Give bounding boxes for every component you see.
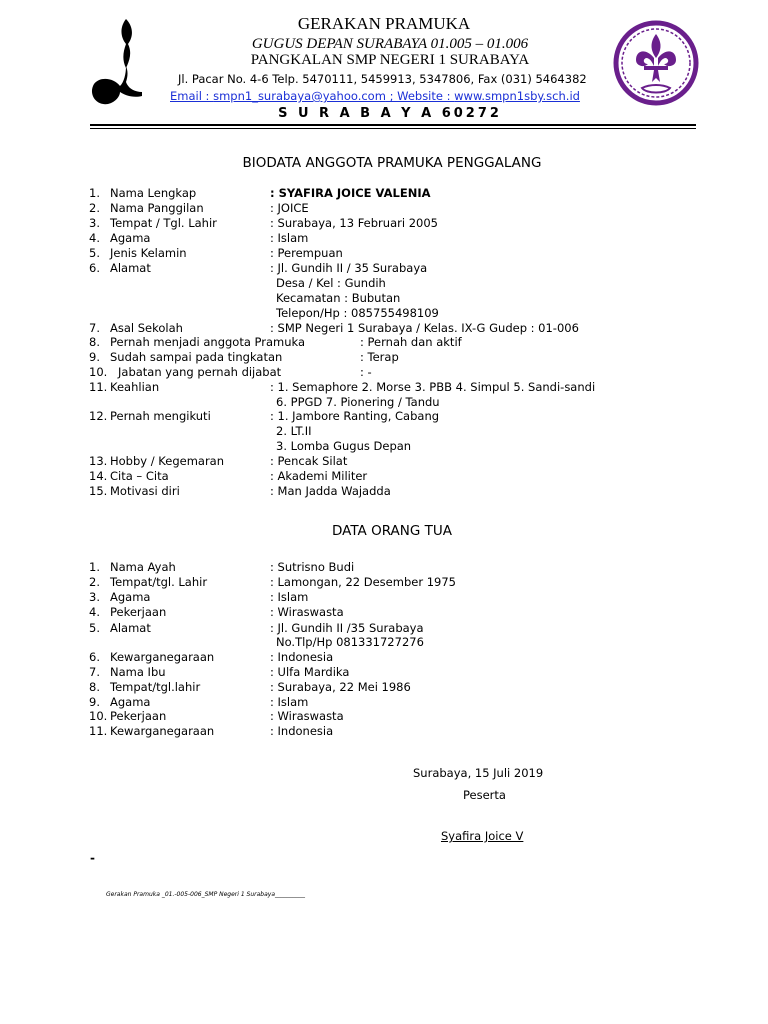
row-value: : Jl. Gundih II /35 Surabaya: [270, 621, 424, 635]
contact-line: [170, 89, 580, 103]
website-link[interactable]: www.smpn1sby.sch.id: [454, 89, 580, 103]
biodata-title: BIODATA ANGGOTA PRAMUKA PENGGALANG: [242, 155, 542, 171]
alamat-kecamatan: Kecamatan : Bubutan: [276, 291, 401, 305]
row-value: : JOICE: [270, 201, 309, 215]
row-number: 3.: [89, 216, 100, 230]
row-number: 5.: [89, 621, 100, 635]
alamat-telepon: Telepon/Hp : 085755498109: [276, 306, 439, 320]
row-number: 11.: [89, 380, 108, 394]
row-number: 8.: [89, 335, 100, 349]
row-value: : Jl. Gundih II / 35 Surabaya: [270, 261, 428, 275]
website-label: ; Website :: [385, 89, 455, 103]
row-number: 6.: [89, 261, 100, 275]
row-value: : SYAFIRA JOICE VALENIA: [270, 186, 431, 200]
row-value: : Indonesia: [270, 650, 334, 664]
row-number: 4.: [89, 605, 100, 619]
row-number: 12.: [89, 409, 108, 423]
row-number: 3.: [89, 590, 100, 604]
row-label: Pekerjaan: [110, 709, 167, 723]
row-value: : Islam: [270, 231, 309, 245]
row-value: : Akademi Militer: [270, 469, 368, 483]
row-value: : Pernah dan aktif: [360, 335, 462, 349]
row-number: 7.: [89, 665, 100, 679]
row-value: : Wiraswasta: [270, 709, 344, 723]
keahlian-cont: 6. PPGD 7. Pionering / Tandu: [276, 395, 440, 409]
row-value: : Ulfa Mardika: [270, 665, 350, 679]
row-label: Cita – Cita: [110, 469, 169, 483]
row-label: Tempat/tgl. Lahir: [110, 575, 208, 589]
alamat-desa: Desa / Kel : Gundih: [276, 276, 386, 290]
row-label: Motivasi diri: [110, 484, 180, 498]
row-value: : Sutrisno Budi: [270, 560, 355, 574]
row-number: 9.: [89, 350, 100, 364]
row-value: : Perempuan: [270, 246, 343, 260]
row-label: Jenis Kelamin: [110, 246, 187, 260]
row-number: 8.: [89, 680, 100, 694]
row-value: : -: [360, 365, 372, 379]
row-label: Tempat / Tgl. Lahir: [110, 216, 217, 230]
row-value: : Surabaya, 13 Februari 2005: [270, 216, 438, 230]
row-value: : Lamongan, 22 Desember 1975: [270, 575, 456, 589]
row-number: 14.: [89, 469, 108, 483]
row-value: : Pencak Silat: [270, 454, 348, 468]
row-number: 10.: [89, 709, 108, 723]
parents-title: DATA ORANG TUA: [332, 523, 452, 539]
row-value: : Islam: [270, 695, 309, 709]
row-value: : Indonesia: [270, 724, 334, 738]
row-label: Agama: [110, 231, 151, 245]
row-number: 1.: [89, 560, 100, 574]
pangkalan: PANGKALAN SMP NEGERI 1 SURABAYA: [250, 52, 530, 68]
row-label: Nama Lengkap: [110, 186, 197, 200]
footer-text: Gerakan Pramuka _01.-005-006_SMP Negeri 1 Surabaya__________: [106, 891, 306, 898]
row-label: Nama Panggilan: [110, 201, 204, 215]
row-number: 1.: [89, 186, 100, 200]
row-number: 13.: [89, 454, 108, 468]
row-label: Alamat: [110, 621, 151, 635]
row-label: Agama: [110, 695, 151, 709]
row-label: Pernah mengikuti: [110, 409, 211, 423]
row-label: Hobby / Kegemaran: [110, 454, 225, 468]
row-label: Sudah sampai pada tingkatan: [110, 350, 283, 364]
org-name: GERAKAN PRAMUKA: [297, 14, 471, 33]
row-value: : SMP Negeri 1 Surabaya / Kelas. IX-G Gudep : 01-006: [270, 321, 579, 335]
row-label: Pernah menjadi anggota Pramuka: [110, 335, 306, 349]
row-label: Nama Ayah: [110, 560, 176, 574]
header-rule-thin: [90, 128, 696, 129]
row-label: Pekerjaan: [110, 605, 167, 619]
footer-dash: -: [90, 851, 95, 865]
row-value: : 1. Jambore Ranting, Cabang: [270, 409, 440, 423]
email-label: Email :: [170, 89, 214, 103]
row-number: 5.: [89, 246, 100, 260]
parent-alamat-phone: No.Tlp/Hp 081331727276: [276, 635, 424, 649]
row-label: Kewarganegaraan: [110, 724, 215, 738]
header-rule: [90, 124, 696, 126]
mengikuti-2: 2. LT.II: [276, 424, 312, 438]
school-address: Jl. Pacar No. 4-6 Telp. 5470111, 5459913, 5347806, Fax (031) 5464382: [178, 72, 587, 86]
gugus-depan: GUGUS DEPAN SURABAYA 01.005 – 01.006: [251, 36, 529, 52]
row-number: 4.: [89, 231, 100, 245]
row-label: Tempat/tgl.lahir: [110, 680, 201, 694]
row-label: Kewarganegaraan: [110, 650, 215, 664]
row-label: Asal Sekolah: [110, 321, 183, 335]
row-value: : Terap: [360, 350, 399, 364]
row-number: 15.: [89, 484, 108, 498]
signature-place-date: Surabaya, 15 Juli 2019: [413, 766, 544, 780]
city-postcode: S U R A B A Y A 60272: [278, 106, 502, 121]
row-value: : 1. Semaphore 2. Morse 3. PBB 4. Simpul 5. Sandi-sandi: [270, 380, 596, 394]
row-number: 10.: [89, 365, 108, 379]
row-value: : Wiraswasta: [270, 605, 344, 619]
row-label: Keahlian: [110, 380, 160, 394]
row-label: Agama: [110, 590, 151, 604]
mengikuti-3: 3. Lomba Gugus Depan: [276, 439, 412, 453]
row-number: 11.: [89, 724, 108, 738]
row-number: 6.: [89, 650, 100, 664]
row-value: : Islam: [270, 590, 309, 604]
row-label: Alamat: [110, 261, 151, 275]
row-label: Jabatan yang pernah dijabat: [118, 365, 282, 379]
signature-role: Peserta: [463, 788, 506, 802]
row-value: : Man Jadda Wajadda: [270, 484, 391, 498]
row-value: : Surabaya, 22 Mei 1986: [270, 680, 411, 694]
row-number: 7.: [89, 321, 100, 335]
row-number: 2.: [89, 201, 100, 215]
row-number: 9.: [89, 695, 100, 709]
row-number: 2.: [89, 575, 100, 589]
row-label: Nama Ibu: [110, 665, 166, 679]
signature-name: Syafira Joice V: [441, 829, 524, 843]
email-link[interactable]: smpn1_surabaya@yahoo.com: [213, 89, 386, 103]
